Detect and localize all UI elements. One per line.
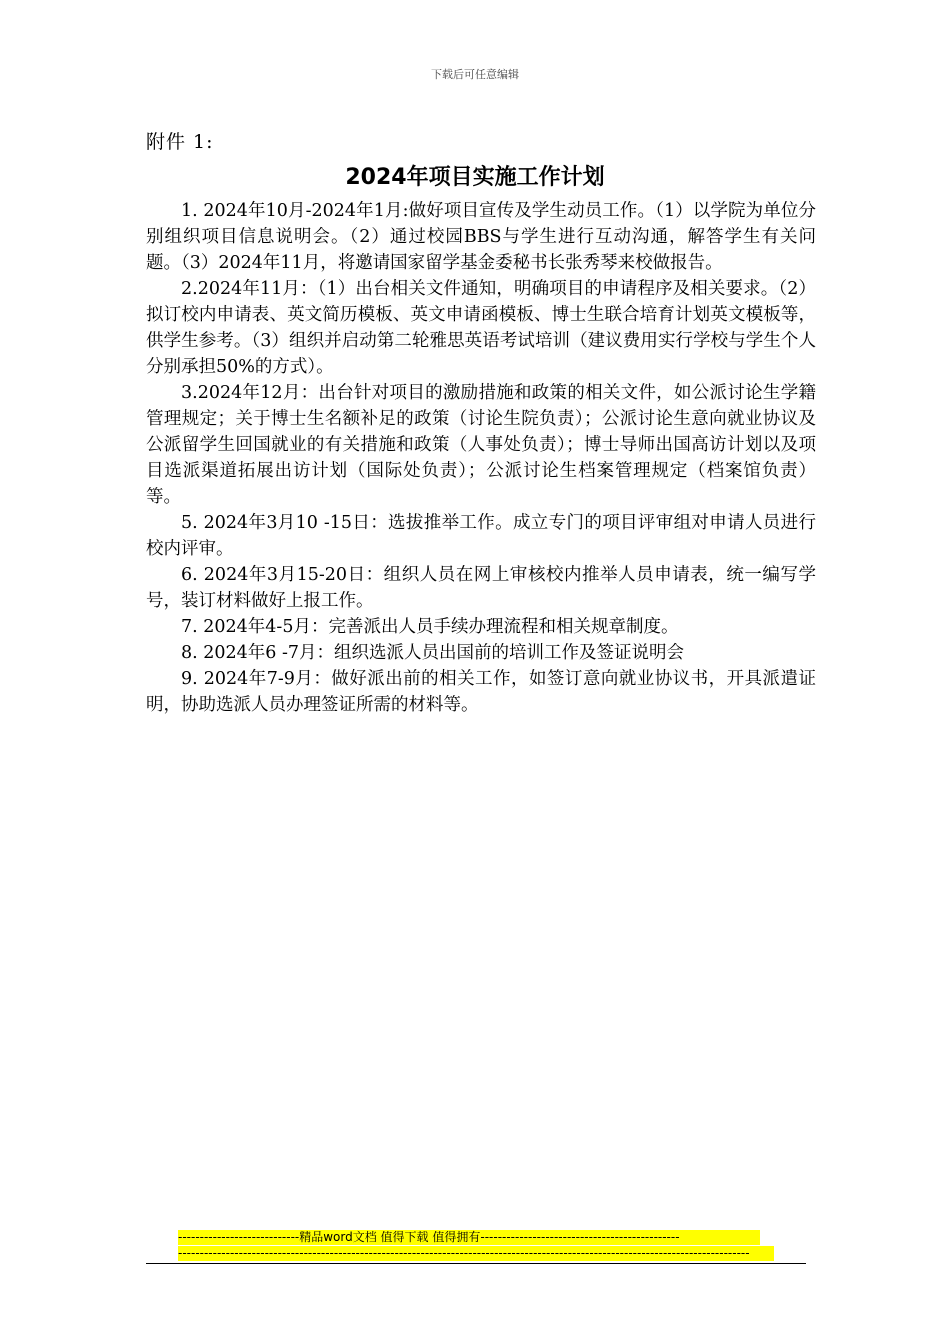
document-title: 2024年项目实施工作计划 <box>345 165 605 190</box>
attachment-label: 附件 1: <box>146 131 214 153</box>
paragraph-8: 8. 2024年6 -7月：组织选派人员出国前的培训工作及签证说明会 <box>181 643 685 663</box>
paragraph-1: 1. 2024年10月-2024年1月:做好项目宣传及学生动员工作。（1）以学院为单位分别组织项目信息说明会。（2）通过校园BBS与学生进行互动沟通，解答学生有关问题。（3）2024年11月，将邀请国家留学基金委秘书长张秀琴来校做报告。 <box>146 201 816 273</box>
footer-banner: ----------------------------精品word文档 值得下载 值得拥有---------------------------------------------- <box>178 1230 760 1245</box>
paragraph-9: 9. 2024年7-9月：做好派出前的相关工作，如签订意向就业协议书，开具派遣证明，协助选派人员办理签证所需的材料等。 <box>146 669 816 715</box>
footer-rule <box>146 1263 806 1264</box>
paragraph-5: 5. 2024年3月10 -15日：选拔推举工作。成立专门的项目评审组对申请人员进行校内评审。 <box>146 513 816 559</box>
header-note: 下载后可任意编辑 <box>431 68 519 81</box>
paragraph-6: 6. 2024年3月15-20日：组织人员在网上审核校内推举人员申请表，统一编写学号，装订材料做好上报工作。 <box>146 565 816 611</box>
footer-dash-line: ------------------------------------------------------------------------------------------------------------------------------------ <box>178 1246 774 1261</box>
document-body <box>146 198 816 718</box>
paragraph-2: 2.2024年11月：（1）出台相关文件通知，明确项目的申请程序及相关要求。（2）拟订校内申请表、英文简历模板、英文申请函模板、博士生联合培育计划英文模板等，供学生参考。（3）组织并启动第二轮雅思英语考试培训（建议费用实行学校与学生个人分别承担50%的方式）。 <box>146 279 816 377</box>
paragraph-7: 7. 2024年4-5月：完善派出人员手续办理流程和相关规章制度。 <box>181 617 679 637</box>
paragraph-3: 3.2024年12月：出台针对项目的激励措施和政策的相关文件，如公派讨论生学籍管理规定；关于博士生名额补足的政策（讨论生院负责）；公派讨论生意向就业协议及公派留学生回国就业的有关措施和政策（人事处负责）；博士导师出国高访计划以及项目选派渠道拓展出访计划（国际处负责）；公派讨论生档案管理规定（档案馆负责）等。 <box>146 383 816 507</box>
